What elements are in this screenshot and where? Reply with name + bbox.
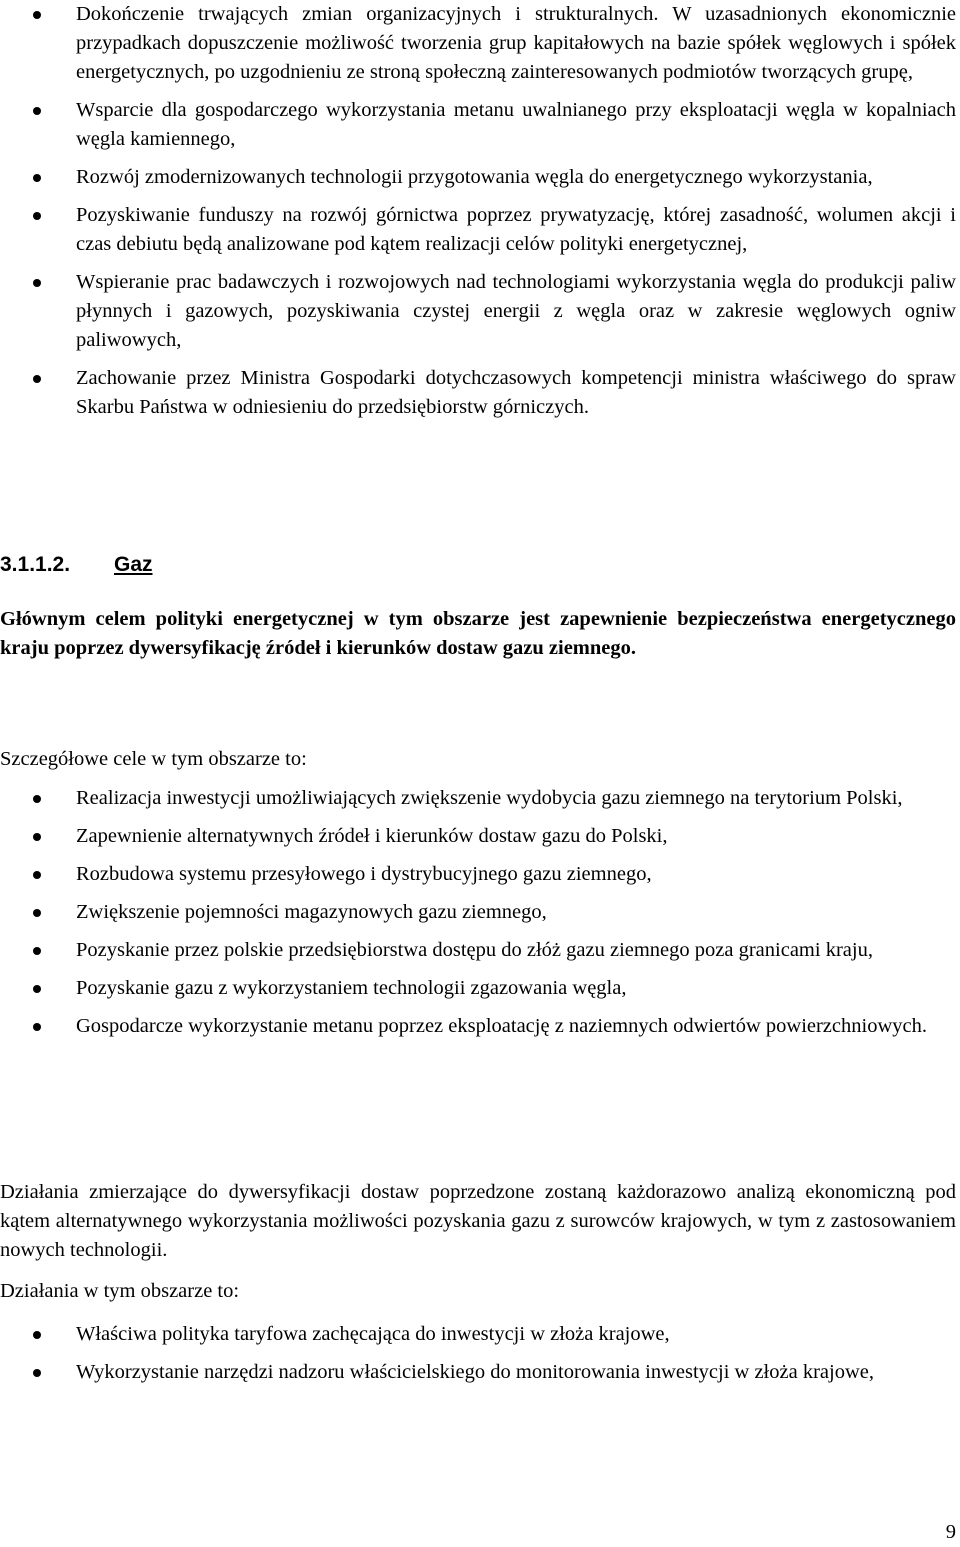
list-item-text: Dokończenie trwających zmian organizacyjnych i strukturalnych. W uzasadnionych ekonomicznie przypadkach dopuszczenie możliwość tworzenia grup kapitałowych na bazie spółek węglowych i spółek energetycznych, po uzgodnieniu ze stroną społeczną zainteresowanych podmiotów tworzących grupę,: [76, 3, 956, 83]
list-item-text: Właściwa polityka taryfowa zachęcająca do inwestycji w złoża krajowe,: [76, 1323, 670, 1345]
list-item: [0, 974, 958, 1003]
bullet-icon: [33, 375, 41, 383]
section-heading: [0, 550, 153, 579]
list-item-text: Wsparcie dla gospodarczego wykorzystania metanu uwalnianego przy eksploatacji węgla w kopalniach węgla kamiennego,: [76, 99, 956, 150]
bullet-icon: [33, 11, 41, 19]
list-item: [0, 1358, 958, 1387]
bullet-icon: [33, 985, 41, 993]
bullet-icon: [33, 871, 41, 879]
list-item-text: Zapewnienie alternatywnych źródeł i kierunków dostaw gazu do Polski,: [76, 825, 668, 847]
list-item: [0, 0, 958, 87]
list-item-text: Rozbudowa systemu przesyłowego i dystrybucyjnego gazu ziemnego,: [76, 863, 652, 885]
main-goal-paragraph: Głównym celem polityki energetycznej w tym obszarze jest zapewnienie bezpieczeństwa energetycznego kraju poprzez dywersyfikację źródeł i kierunków dostaw gazu ziemnego.: [0, 608, 956, 659]
detail-intro: Szczegółowe cele w tym obszarze to:: [0, 748, 307, 770]
list-item: [0, 860, 958, 889]
bullet-icon: [33, 947, 41, 955]
list-item-text: Gospodarcze wykorzystanie metanu poprzez eksploatację z naziemnych odwiertów powierzchniowych.: [76, 1015, 927, 1037]
list-item: [0, 201, 958, 259]
bullet-icon: [33, 174, 41, 182]
bullet-icon: [33, 909, 41, 917]
list-item-text: Realizacja inwestycji umożliwiających zwiększenie wydobycia gazu ziemnego na terytorium Polski,: [76, 787, 903, 809]
list-item: [0, 364, 958, 422]
section-title: Gaz: [114, 553, 153, 576]
list-item: [0, 898, 958, 927]
list-item: [0, 163, 958, 192]
list-item: [0, 784, 958, 813]
list-item-text: Pozyskiwanie funduszy na rozwój górnictwa poprzez prywatyzację, której zasadność, wolumen akcji i czas debiutu będą analizowane pod kątem realizacji celów polityki energetycznej,: [76, 204, 956, 255]
actions-intro: Działania w tym obszarze to:: [0, 1280, 240, 1302]
bullet-icon: [33, 833, 41, 841]
list-item-text: Pozyskanie gazu z wykorzystaniem technologii zgazowania węgla,: [76, 977, 627, 999]
list-item-text: Zachowanie przez Ministra Gospodarki dotychczasowych kompetencji ministra właściwego do spraw Skarbu Państwa w odniesieniu do przedsiębiorstw górniczych.: [76, 367, 956, 418]
list-item: [0, 822, 958, 851]
actions-list: [0, 1320, 958, 1396]
bullet-icon: [33, 795, 41, 803]
list-item: [0, 1012, 958, 1041]
list-item: [0, 1320, 958, 1349]
bullet-icon: [33, 1331, 41, 1339]
page-number: 9: [945, 1521, 956, 1543]
bullet-icon: [33, 1369, 41, 1377]
section-number: 3.1.1.2.: [0, 553, 71, 576]
list-item-text: Pozyskanie przez polskie przedsiębiorstwa dostępu do złóż gazu ziemnego poza granicami kraju,: [76, 939, 873, 961]
bullet-icon: [33, 212, 41, 220]
actions-paragraph: Działania zmierzające do dywersyfikacji dostaw poprzedzone zostaną każdorazowo analizą ekonomiczną pod kątem alternatywnego wykorzystania możliwości pozyskania gazu z surowców krajowych, w tym z zastosowaniem nowych technologii.: [0, 1181, 956, 1261]
bullet-icon: [33, 1023, 41, 1031]
detail-goals-list: [0, 784, 958, 1050]
list-item: [0, 936, 958, 965]
list-item-text: Zwiększenie pojemności magazynowych gazu ziemnego,: [76, 901, 547, 923]
bullet-icon: [33, 279, 41, 287]
list-item-text: Wykorzystanie narzędzi nadzoru właścicielskiego do monitorowania inwestycji w złoża krajowe,: [76, 1361, 874, 1383]
list-item: [0, 268, 958, 355]
list-item-text: Rozwój zmodernizowanych technologii przygotowania węgla do energetycznego wykorzystania,: [76, 166, 873, 188]
list-item-text: Wspieranie prac badawczych i rozwojowych nad technologiami wykorzystania węgla do produkcji paliw płynnych i gazowych, pozyskiwania czystej energii z węgla oraz w zakresie węglowych ogniw paliwowych,: [76, 271, 956, 351]
bullet-icon: [33, 107, 41, 115]
list-item: [0, 96, 958, 154]
coal-measures-list: [0, 0, 958, 431]
